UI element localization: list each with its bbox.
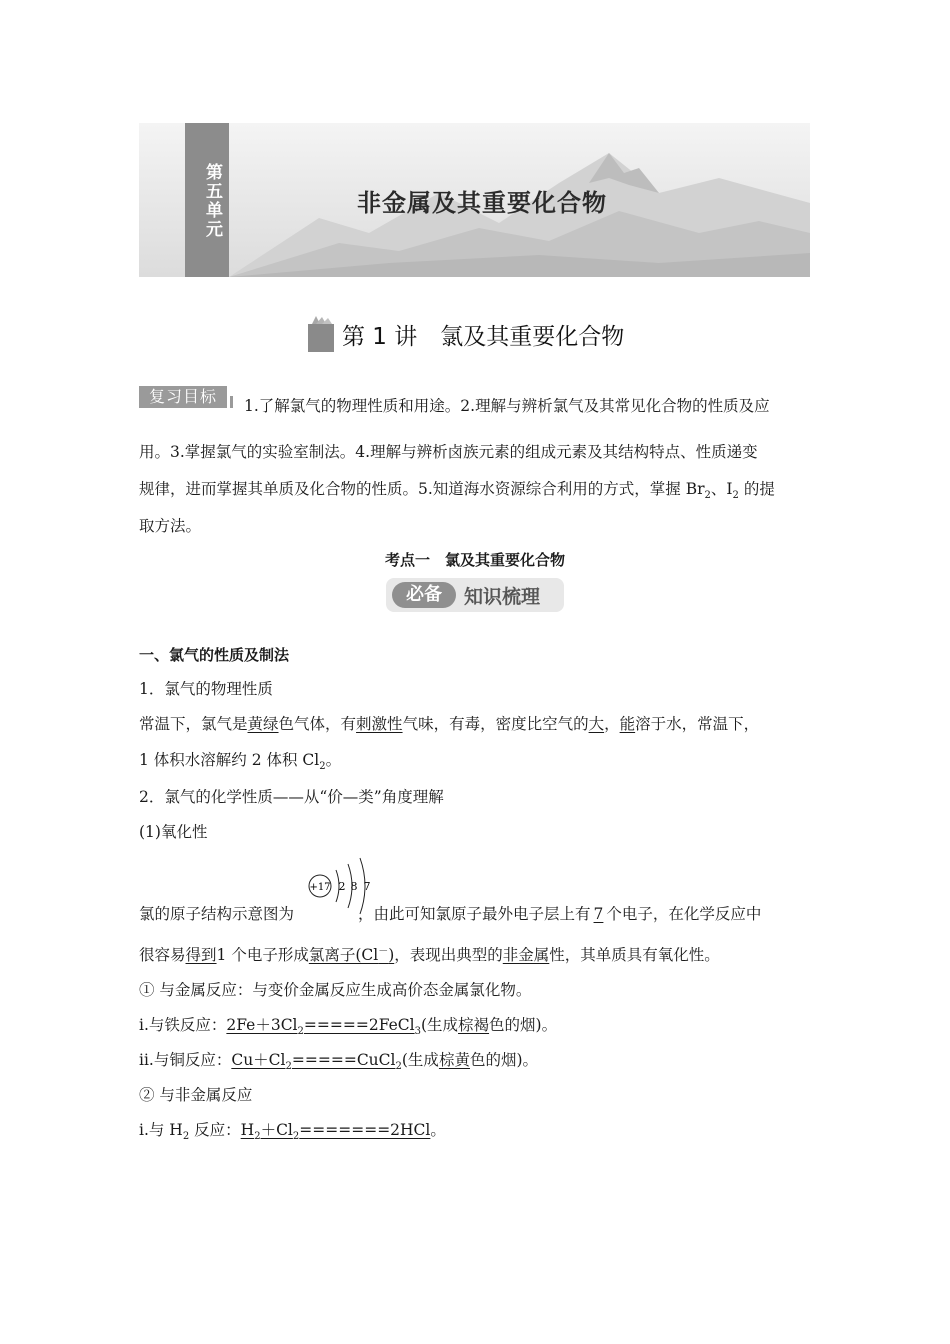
atom-shell-3: 7 [363,880,371,893]
goal-line-1: 1.了解氯气的物理性质和用途。2.理解与辨析氯气及其常见化合物的性质及应 [244,397,770,415]
subheading-2: 2．氯气的化学性质——从“价—类”角度理解 [139,788,444,806]
lecture-title: 第 1 讲 氯及其重要化合物 [342,323,625,350]
unit-tab [185,123,229,277]
lecture-heading [306,312,624,356]
atom-shell-2: 8 [350,880,358,893]
circled-2: ② 与非金属反应 [139,1086,253,1104]
reaction-hydrogen: ⅰ.与 $H_2$ 反应：$H_2+Cl_2=======2HCl$。 [139,1121,446,1143]
atom-shell-1: 2 [338,880,346,893]
goal-line-4: 取方法。 [139,517,202,535]
atom-nucleus: +17 [309,882,331,893]
paragraph-ion: 很容易得到1 个电子形成氯离子(Cl－)，表现出典型的非金属性，其单质具有氧化性。 [139,946,720,965]
goal-line-3: 规律，进而掌握其单质及化合物的性质。5.知道海水资源综合利用的方式，掌握 $Br_2$、$I_2$ 的提 [139,480,775,502]
goal-line-2: 用。3.掌握氯气的实验室制法。4.理解与辨析卤族元素的组成元素及其结构特点、性质递变 [139,443,758,461]
review-goals-badge: 复习目标 [139,386,227,408]
knowledge-badge [386,578,564,612]
paragraph-atom: 氯的原子结构示意图为 ，由此可知氯原子最外电子层上有 7 个电子，在化学反应中 [139,905,762,923]
circled-1: ① 与金属反应：与变价金属反应生成高价态金属氯化物。 [139,981,532,999]
knowledge-badge-right: 知识梳理 [464,585,541,608]
subheading-1: 1．氯气的物理性质 [139,680,273,698]
knowledge-badge-left: 必备 [392,582,456,608]
heading-1: 一、氯气的性质及制法 [139,646,290,664]
book-icon [306,314,336,354]
kaodian-heading: 考点一 氯及其重要化合物 [384,551,565,569]
unit-banner [139,123,810,277]
unit-title: 非金属及其重要化合物 [357,189,607,217]
unit-label: 第五单元 [202,163,222,239]
subheading-3: (1)氧化性 [139,823,208,841]
paragraph-physical: 常温下，氯气是黄绿色气体，有刺激性气味，有毒，密度比空气的大，能溶于水，常温下， [139,715,760,733]
reaction-iron: ⅰ.与铁反应：$2Fe+3Cl_2=====2FeCl_3$(生成棕褐色的烟)。 [139,1016,558,1038]
paragraph-solubility: 1 体积水溶解约 2 体积 $Cl_2$。 [139,751,342,773]
reaction-copper: ⅱ.与铜反应：$Cu+Cl_2=====CuCl_2$(生成棕黄色的烟)。 [139,1051,539,1073]
